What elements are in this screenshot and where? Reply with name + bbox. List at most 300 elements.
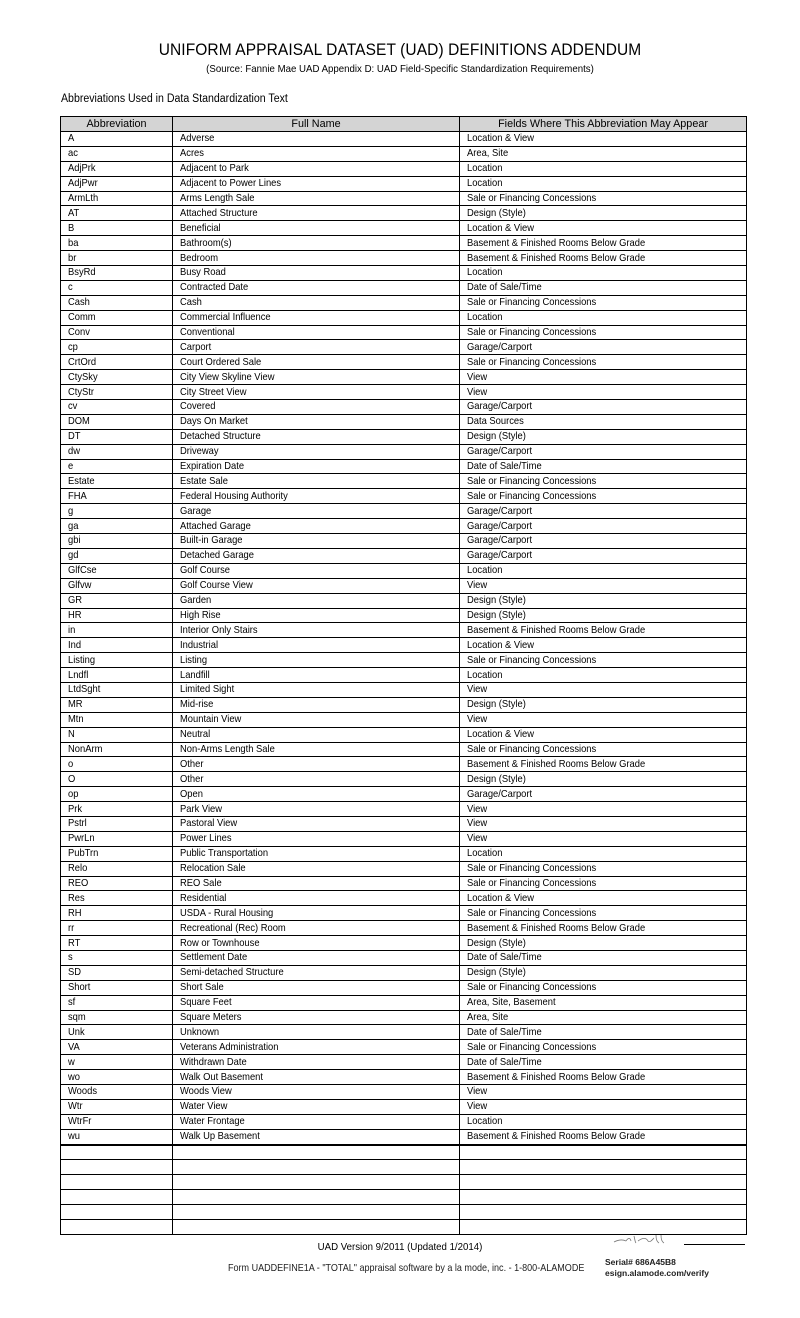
full-name-text: Contracted Date	[180, 282, 249, 294]
abbreviation-text: B	[68, 222, 75, 234]
fields-text: View	[467, 684, 488, 696]
abbreviation-cell	[61, 236, 173, 251]
fields-cell	[460, 623, 747, 638]
abbreviation-text: Estate	[68, 475, 95, 487]
abbreviation-text: sqm	[68, 1011, 86, 1023]
fields-text: Sale or Financing Concessions	[467, 877, 597, 889]
full-name-cell	[173, 534, 460, 549]
fields-cell	[460, 236, 747, 251]
fields-cell	[460, 921, 747, 936]
column-header-full-name: Full Name	[173, 117, 460, 132]
abbreviation-cell	[61, 370, 173, 385]
table-row	[61, 251, 747, 266]
blank-table-row	[61, 1160, 747, 1175]
full-name-text: Acres	[180, 148, 204, 160]
table-row	[61, 519, 747, 534]
full-name-text: Adjacent to Power Lines	[180, 178, 282, 190]
fields-cell	[460, 146, 747, 161]
fields-text: Design (Style)	[467, 773, 526, 785]
fields-text: Garage/Carport	[467, 505, 533, 517]
abbreviation-text: AdjPrk	[68, 163, 96, 175]
fields-cell	[460, 266, 747, 281]
full-name-cell	[173, 429, 460, 444]
fields-text: Location & View	[467, 133, 535, 145]
fields-text: Design (Style)	[467, 207, 526, 219]
full-name-cell	[173, 936, 460, 951]
abbreviation-text: NonArm	[68, 743, 103, 755]
abbreviation-text: Comm	[68, 312, 96, 324]
abbreviation-cell	[61, 474, 173, 489]
full-name-cell	[173, 1055, 460, 1070]
abbreviation-text: gd	[68, 550, 79, 562]
abbreviation-text: o	[68, 758, 74, 770]
table-row	[61, 608, 747, 623]
full-name-text: Detached Garage	[180, 550, 254, 562]
full-name-text: REO Sale	[180, 877, 222, 889]
table-row	[61, 1025, 747, 1040]
abbreviation-cell	[61, 965, 173, 980]
full-name-cell	[173, 593, 460, 608]
full-name-cell	[173, 370, 460, 385]
fields-text: Design (Style)	[467, 699, 526, 711]
fields-text: Sale or Financing Concessions	[467, 907, 597, 919]
abbreviation-text: Woods	[68, 1086, 98, 1098]
abbreviation-text: Relo	[68, 863, 88, 875]
document-subtitle: (Source: Fannie Mae UAD Appendix D: UAD Field-Specific Standardization Requirements)	[206, 63, 594, 75]
full-name-text: Recreational (Rec) Room	[180, 922, 286, 934]
abbreviation-cell	[61, 1055, 173, 1070]
fields-text: Basement & Finished Rooms Below Grade	[467, 252, 646, 264]
abbreviation-cell	[61, 638, 173, 653]
fields-text: Garage/Carport	[467, 550, 533, 562]
fields-text: Location & View	[467, 639, 535, 651]
full-name-text: Walk Up Basement	[180, 1131, 260, 1143]
abbreviation-text: s	[68, 952, 73, 964]
fields-text: Design (Style)	[467, 967, 526, 979]
fields-text: View	[467, 1101, 488, 1113]
full-name-cell	[173, 146, 460, 161]
full-name-cell	[173, 891, 460, 906]
full-name-text: Bathroom(s)	[180, 237, 232, 249]
blank-cell	[460, 1145, 747, 1160]
abbreviation-cell	[61, 385, 173, 400]
full-name-text: Golf Course	[180, 565, 231, 577]
fields-cell	[460, 1129, 747, 1144]
abbreviation-text: GlfCse	[68, 565, 97, 577]
table-row	[61, 132, 747, 147]
full-name-cell	[173, 385, 460, 400]
fields-text: Sale or Financing Concessions	[467, 863, 597, 875]
fields-cell	[460, 682, 747, 697]
fields-text: Area, Site	[467, 148, 509, 160]
full-name-text: Water View	[180, 1101, 228, 1113]
full-name-text: Beneficial	[180, 222, 221, 234]
full-name-cell	[173, 474, 460, 489]
full-name-text: Adjacent to Park	[180, 163, 249, 175]
full-name-cell	[173, 251, 460, 266]
fields-text: Basement & Finished Rooms Below Grade	[467, 237, 646, 249]
table-row	[61, 504, 747, 519]
fields-cell	[460, 444, 747, 459]
fields-text: Location	[467, 163, 503, 175]
fields-text: Design (Style)	[467, 431, 526, 443]
abbreviation-text: c	[68, 282, 73, 294]
table-row	[61, 772, 747, 787]
abbreviation-cell	[61, 846, 173, 861]
full-name-cell	[173, 563, 460, 578]
full-name-text: Garden	[180, 595, 212, 607]
abbreviation-cell	[61, 1070, 173, 1085]
full-name-cell	[173, 876, 460, 891]
fields-cell	[460, 1099, 747, 1114]
fields-cell	[460, 757, 747, 772]
fields-cell	[460, 221, 747, 236]
full-name-text: Attached Structure	[180, 207, 258, 219]
table-row	[61, 727, 747, 742]
full-name-cell	[173, 980, 460, 995]
table-row	[61, 950, 747, 965]
fields-text: Basement & Finished Rooms Below Grade	[467, 624, 646, 636]
full-name-cell	[173, 668, 460, 683]
full-name-text: Power Lines	[180, 833, 232, 845]
fields-cell	[460, 1085, 747, 1100]
abbreviation-text: SD	[68, 967, 82, 979]
abbreviation-cell	[61, 191, 173, 206]
abbreviation-cell	[61, 266, 173, 281]
fields-cell	[460, 772, 747, 787]
fields-text: View	[467, 1086, 488, 1098]
table-row	[61, 936, 747, 951]
abbreviation-cell	[61, 1025, 173, 1040]
fields-cell	[460, 876, 747, 891]
fields-cell	[460, 251, 747, 266]
fields-cell	[460, 802, 747, 817]
table-row	[61, 266, 747, 281]
full-name-text: USDA - Rural Housing	[180, 907, 274, 919]
abbreviation-text: in	[68, 624, 76, 636]
table-row	[61, 444, 747, 459]
fields-text: Garage/Carport	[467, 535, 533, 547]
fields-cell	[460, 1055, 747, 1070]
table-row	[61, 459, 747, 474]
version-label: UAD Version 9/2011 (Updated 1/2014)	[317, 1241, 483, 1253]
abbreviation-cell	[61, 668, 173, 683]
abbreviation-text: ba	[68, 237, 79, 249]
full-name-cell	[173, 400, 460, 415]
abbreviation-cell	[61, 921, 173, 936]
table-row	[61, 697, 747, 712]
fields-cell	[460, 385, 747, 400]
table-row	[61, 355, 747, 370]
abbreviation-text: wu	[68, 1131, 80, 1143]
fields-text: View	[467, 580, 488, 592]
abbreviation-text: e	[68, 461, 74, 473]
full-name-text: Days On Market	[180, 416, 248, 428]
abbreviation-text: BsyRd	[68, 267, 96, 279]
full-name-cell	[173, 802, 460, 817]
abbreviation-cell	[61, 757, 173, 772]
abbreviation-text: DOM	[68, 416, 90, 428]
table-row	[61, 534, 747, 549]
fields-cell	[460, 191, 747, 206]
fields-text: View	[467, 833, 488, 845]
full-name-text: Bedroom	[180, 252, 219, 264]
full-name-cell	[173, 519, 460, 534]
abbreviation-cell	[61, 682, 173, 697]
full-name-text: Public Transportation	[180, 848, 269, 860]
fields-text: Sale or Financing Concessions	[467, 297, 597, 309]
full-name-cell	[173, 548, 460, 563]
blank-cell	[173, 1205, 460, 1220]
full-name-text: Adverse	[180, 133, 215, 145]
table-row	[61, 429, 747, 444]
full-name-cell	[173, 1010, 460, 1025]
fields-cell	[460, 1010, 747, 1025]
full-name-text: Detached Structure	[180, 431, 261, 443]
full-name-text: Row or Townhouse	[180, 937, 260, 949]
table-header-row	[61, 117, 747, 132]
abbreviation-cell	[61, 936, 173, 951]
full-name-text: Square Meters	[180, 1011, 242, 1023]
fields-text: Sale or Financing Concessions	[467, 356, 597, 368]
abbreviation-cell	[61, 132, 173, 147]
abbreviation-text: REO	[68, 877, 89, 889]
full-name-cell	[173, 236, 460, 251]
abbreviation-cell	[61, 1114, 173, 1129]
abbreviation-text: WtrFr	[68, 1116, 92, 1128]
table-row	[61, 906, 747, 921]
abbreviation-text: ArmLth	[68, 193, 99, 204]
abbreviation-text: cv	[68, 401, 78, 413]
column-header-abbreviation: Abbreviation	[61, 117, 173, 132]
abbreviation-text: Conv	[68, 327, 90, 339]
fields-cell	[460, 295, 747, 310]
table-row	[61, 712, 747, 727]
table-row	[61, 236, 747, 251]
table-body	[61, 132, 747, 1235]
fields-text: Design (Style)	[467, 609, 526, 621]
fields-text: Sale or Financing Concessions	[467, 327, 597, 339]
table-row	[61, 578, 747, 593]
full-name-text: Mountain View	[180, 714, 242, 726]
full-name-text: Commercial Influence	[180, 312, 271, 324]
full-name-text: Limited Sight	[180, 684, 235, 696]
fields-text: Date of Sale/Time	[467, 952, 542, 964]
full-name-text: Relocation Sale	[180, 863, 246, 875]
fields-cell	[460, 548, 747, 563]
abbreviation-text: N	[68, 729, 75, 741]
abbreviation-cell	[61, 906, 173, 921]
abbreviation-cell	[61, 295, 173, 310]
table-row	[61, 191, 747, 206]
abbreviation-cell	[61, 1010, 173, 1025]
full-name-cell	[173, 221, 460, 236]
table-row	[61, 816, 747, 831]
full-name-text: Estate Sale	[180, 475, 228, 487]
table-row	[61, 593, 747, 608]
full-name-cell	[173, 772, 460, 787]
full-name-text: Golf Course View	[180, 580, 253, 592]
blank-cell	[173, 1175, 460, 1190]
full-name-cell	[173, 846, 460, 861]
abbreviation-cell	[61, 787, 173, 802]
abbreviation-cell	[61, 325, 173, 340]
full-name-cell	[173, 489, 460, 504]
fields-cell	[460, 668, 747, 683]
fields-text: Data Sources	[467, 416, 524, 428]
abbreviation-cell	[61, 459, 173, 474]
blank-cell	[61, 1220, 173, 1235]
table-row	[61, 221, 747, 236]
abbreviation-cell	[61, 251, 173, 266]
table-row	[61, 623, 747, 638]
full-name-cell	[173, 861, 460, 876]
blank-cell	[61, 1175, 173, 1190]
blank-cell	[173, 1190, 460, 1205]
fields-cell	[460, 727, 747, 742]
fields-cell	[460, 459, 747, 474]
fields-cell	[460, 578, 747, 593]
fields-text: Basement & Finished Rooms Below Grade	[467, 1131, 646, 1143]
full-name-cell	[173, 1114, 460, 1129]
abbreviation-text: Cash	[68, 297, 90, 309]
blank-cell	[173, 1220, 460, 1235]
abbreviation-cell	[61, 206, 173, 221]
full-name-text: Other	[180, 773, 204, 785]
full-name-cell	[173, 280, 460, 295]
table-row	[61, 1114, 747, 1129]
table-row	[61, 206, 747, 221]
abbreviation-text: PubTrn	[68, 848, 99, 860]
blank-table-row	[61, 1190, 747, 1205]
fields-text: Design (Style)	[467, 937, 526, 949]
abbreviation-cell	[61, 578, 173, 593]
abbreviation-cell	[61, 534, 173, 549]
fields-cell	[460, 132, 747, 147]
fields-text: Garage/Carport	[467, 341, 533, 353]
abbreviation-text: RH	[68, 907, 82, 919]
fields-text: Area, Site	[467, 1011, 509, 1023]
full-name-cell	[173, 712, 460, 727]
abbreviation-text: DT	[68, 431, 81, 443]
table-row	[61, 668, 747, 683]
abbreviation-text: Mtn	[68, 714, 84, 726]
table-row	[61, 146, 747, 161]
abbreviation-text: w	[68, 1056, 75, 1068]
table-row	[61, 638, 747, 653]
full-name-text: Garage	[180, 505, 212, 517]
blank-cell	[460, 1190, 747, 1205]
abbreviation-cell	[61, 772, 173, 787]
abbreviation-cell	[61, 831, 173, 846]
full-name-cell	[173, 831, 460, 846]
full-name-cell	[173, 355, 460, 370]
fields-cell	[460, 697, 747, 712]
abbreviation-cell	[61, 608, 173, 623]
abbreviation-cell	[61, 950, 173, 965]
full-name-cell	[173, 459, 460, 474]
fields-text: Location	[467, 312, 503, 324]
verify-url: esign.alamode.com/verify	[605, 1267, 709, 1278]
fields-cell	[460, 653, 747, 668]
abbreviation-cell	[61, 548, 173, 563]
fields-cell	[460, 638, 747, 653]
full-name-cell	[173, 444, 460, 459]
blank-cell	[460, 1160, 747, 1175]
fields-text: Date of Sale/Time	[467, 1056, 542, 1068]
full-name-text: Square Feet	[180, 997, 232, 1009]
abbreviation-text: Prk	[68, 803, 83, 815]
full-name-cell	[173, 742, 460, 757]
fields-cell	[460, 370, 747, 385]
full-name-text: Cash	[180, 297, 202, 309]
fields-cell	[460, 206, 747, 221]
full-name-text: Other	[180, 758, 204, 770]
abbreviation-text: O	[68, 773, 76, 785]
fields-cell	[460, 280, 747, 295]
full-name-text: City View Skyline View	[180, 371, 275, 383]
fields-cell	[460, 995, 747, 1010]
abbreviation-text: rr	[68, 922, 75, 934]
abbreviation-text: cp	[68, 341, 78, 353]
abbreviation-cell	[61, 489, 173, 504]
full-name-cell	[173, 206, 460, 221]
fields-text: Sale or Financing Concessions	[467, 475, 597, 487]
fields-cell	[460, 787, 747, 802]
fields-cell	[460, 355, 747, 370]
table-row	[61, 653, 747, 668]
abbreviation-text: Wtr	[68, 1101, 83, 1113]
full-name-cell	[173, 414, 460, 429]
table-row	[61, 414, 747, 429]
fields-text: Location & View	[467, 892, 535, 904]
fields-text: Garage/Carport	[467, 520, 533, 532]
document-title: UNIFORM APPRAISAL DATASET (UAD) DEFINITIONS ADDENDUM	[158, 41, 642, 59]
full-name-text: Mid-rise	[180, 699, 214, 711]
abbreviation-cell	[61, 623, 173, 638]
full-name-text: Interior Only Stairs	[180, 624, 258, 636]
table-row	[61, 802, 747, 817]
fields-text: Location & View	[467, 222, 535, 234]
fields-cell	[460, 608, 747, 623]
full-name-text: Covered	[180, 401, 216, 413]
fields-cell	[460, 1114, 747, 1129]
table-row	[61, 1085, 747, 1100]
full-name-cell	[173, 1129, 460, 1144]
abbreviation-cell	[61, 1099, 173, 1114]
full-name-text: Busy Road	[180, 267, 226, 279]
abbreviation-text: HR	[68, 609, 82, 621]
abbreviation-cell	[61, 176, 173, 191]
abbreviation-text: ac	[68, 148, 78, 160]
full-name-text: Non-Arms Length Sale	[180, 743, 275, 755]
full-name-text: Park View	[180, 803, 223, 815]
fields-text: Date of Sale/Time	[467, 461, 542, 473]
abbreviation-cell	[61, 444, 173, 459]
table-row	[61, 1055, 747, 1070]
blank-cell	[173, 1160, 460, 1175]
fields-cell	[460, 891, 747, 906]
fields-text: View	[467, 386, 488, 398]
abbreviation-cell	[61, 816, 173, 831]
abbreviation-text: PwrLn	[68, 833, 95, 845]
fields-text: Date of Sale/Time	[467, 1026, 542, 1038]
fields-text: Sale or Financing Concessions	[467, 743, 597, 755]
abbreviation-text: Short	[68, 982, 91, 994]
blank-cell	[460, 1175, 747, 1190]
full-name-cell	[173, 295, 460, 310]
fields-cell	[460, 936, 747, 951]
